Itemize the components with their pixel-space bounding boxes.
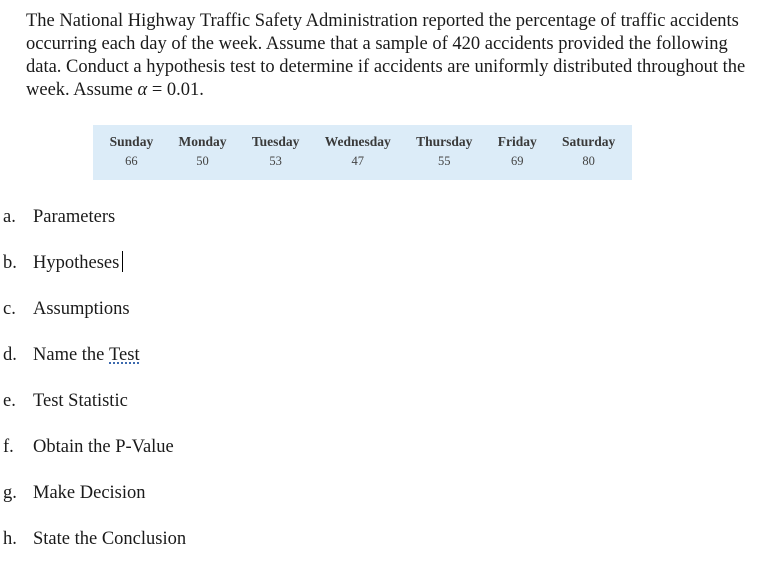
part-label-underlined: Test — [109, 345, 140, 365]
table-header: Sunday — [109, 134, 154, 149]
accident-data-table — [93, 125, 632, 180]
part-label: State the Conclusion — [33, 529, 187, 549]
table-cell: 50 — [196, 154, 209, 168]
table-column-wednesday — [325, 125, 391, 180]
problem-statement — [26, 10, 761, 102]
part-label: Assumptions — [33, 299, 130, 319]
part-f[interactable] — [3, 435, 186, 481]
part-letter: a. — [3, 207, 16, 227]
part-letter: h. — [3, 529, 17, 549]
part-label: Parameters — [33, 207, 116, 227]
part-letter: d. — [3, 345, 17, 365]
part-e[interactable] — [3, 389, 186, 435]
part-g[interactable] — [3, 481, 186, 527]
text-cursor — [122, 251, 123, 272]
table-cell: 53 — [269, 154, 282, 168]
part-letter: f. — [3, 437, 14, 457]
table-column-tuesday — [252, 125, 300, 180]
table-header: Thursday — [416, 134, 473, 149]
table-column-sunday — [110, 125, 154, 180]
alpha-symbol: α — [137, 80, 148, 100]
part-b[interactable] — [3, 251, 186, 297]
table-column-thursday — [416, 125, 472, 180]
part-label: Test Statistic — [33, 391, 128, 411]
table-column-monday — [179, 125, 227, 180]
part-d[interactable] — [3, 343, 186, 389]
part-label: Hypotheses — [33, 253, 120, 273]
part-h[interactable] — [3, 527, 186, 573]
table-header: Tuesday — [251, 134, 300, 149]
problem-text-alpha-value: = 0.01. — [147, 80, 204, 100]
problem-text-main: The National Highway Traffic Safety Administration reported the percentage of traffic accidents occurring each day of the week. Assume that a sample of 420 accidents provided the following data. Conduct a hypothesis test to determine if accidents are uniformly distributed throughout the week. Assume — [26, 11, 746, 100]
table-cell: 69 — [510, 154, 524, 168]
part-c[interactable] — [3, 297, 186, 343]
table-column-friday — [498, 125, 537, 180]
table-header: Friday — [497, 134, 537, 149]
part-label: Obtain the P-Value — [33, 437, 174, 457]
part-label: Make Decision — [33, 483, 146, 503]
table-header: Wednesday — [324, 134, 391, 149]
table-header: Monday — [178, 134, 227, 149]
part-letter: c. — [3, 299, 16, 319]
part-letter: e. — [3, 391, 16, 411]
part-letter: g. — [3, 483, 17, 503]
part-label-prefix: Name the — [33, 345, 110, 365]
table-cell: 80 — [582, 154, 595, 168]
table-column-saturday — [562, 125, 615, 180]
table-header: Saturday — [562, 134, 616, 149]
part-letter: b. — [3, 253, 17, 273]
table-cell: 55 — [437, 154, 451, 168]
table-cell: 47 — [351, 154, 364, 168]
table-cell: 66 — [125, 154, 138, 168]
part-a[interactable] — [3, 205, 186, 251]
question-parts-list — [3, 205, 186, 573]
